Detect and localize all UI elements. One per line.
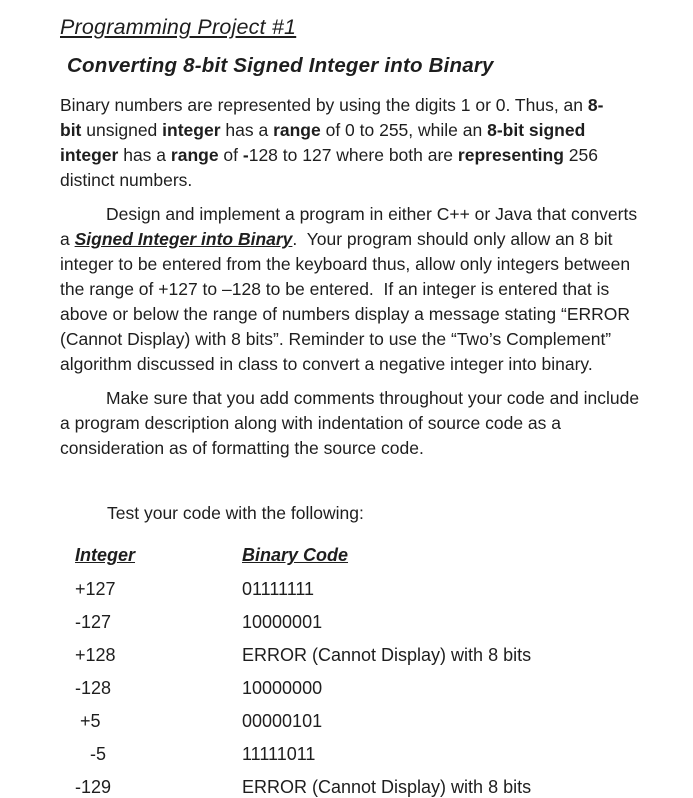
table-row — [75, 710, 665, 732]
paragraph-instructions — [60, 202, 665, 377]
text-run: Design and implement a program in either C++ or Java that converts — [106, 204, 638, 224]
text-run: - — [242, 145, 249, 165]
text-run: the range of +127 to –128 to be entered. If an integer is entered that is — [60, 279, 610, 299]
paragraph-formatting — [60, 386, 665, 461]
integer-cell: +128 — [75, 645, 116, 665]
binary-cell: 01111111 — [242, 579, 315, 599]
table-row — [75, 644, 665, 666]
table-row — [75, 776, 665, 798]
text-run: 8- — [587, 95, 604, 115]
table-header-row — [75, 544, 665, 566]
text-run: Make sure that you add comments throughout your code and include — [106, 388, 640, 408]
text-run: integer — [60, 145, 119, 165]
text-run: representing — [457, 145, 564, 165]
integer-cell: +127 — [75, 579, 116, 599]
text-run: Binary numbers are represented by using the digits 1 or 0. Thus, an — [60, 95, 588, 115]
integer-cell: +5 — [75, 711, 101, 731]
text-run: algorithm discussed in class to convert a negative integer into binary. — [60, 354, 593, 374]
text-run: (Cannot Display) with 8 bits”. Reminder to use the “Two’s Complement” — [60, 329, 612, 349]
text-run: bit — [60, 120, 82, 140]
text-run: 8-bit signed — [487, 120, 586, 140]
page-subtitle: Converting 8-bit Signed Integer into Binary — [67, 54, 494, 77]
text-run: of — [218, 145, 243, 165]
text-run: distinct numbers. — [60, 170, 193, 190]
test-table — [75, 544, 665, 798]
text-run: 128 to 127 where both are — [248, 145, 458, 165]
page-title: Programming Project #1 — [60, 15, 297, 39]
column-header-binary: Binary Code — [242, 545, 349, 565]
text-run: integer to be entered from the keyboard thus, allow only integers between — [60, 254, 631, 274]
text-run: a — [60, 229, 75, 249]
integer-cell: -5 — [75, 744, 107, 764]
text-run: has a — [118, 145, 171, 165]
test-lead: Test your code with the following: — [107, 503, 364, 523]
table-row — [75, 578, 665, 600]
binary-cell: 11111011 — [242, 744, 316, 764]
table-row — [75, 743, 665, 765]
binary-cell: 10000001 — [242, 612, 323, 632]
integer-cell: -129 — [75, 777, 112, 797]
text-run: of 0 to 255, while an — [320, 120, 488, 140]
text-run: . Your program should only allow an 8 bit — [292, 229, 613, 249]
table-row — [75, 611, 665, 633]
table-row — [75, 677, 665, 699]
integer-cell: -128 — [75, 678, 112, 698]
paragraph-intro — [60, 93, 665, 193]
text-run: above or below the range of numbers display a message stating “ERROR — [60, 304, 631, 324]
text-run: consideration as of formatting the source code. — [60, 438, 424, 458]
text-run: has a — [220, 120, 274, 140]
text-run: a program description along with indentation of source code as a — [60, 413, 561, 433]
binary-cell: 00000101 — [242, 711, 323, 731]
binary-cell: ERROR (Cannot Display) with 8 bits — [242, 645, 532, 665]
binary-cell: ERROR (Cannot Display) with 8 bits — [242, 777, 532, 797]
text-run: range — [273, 120, 321, 140]
text-run: Signed Integer into Binary — [74, 229, 293, 249]
binary-cell: 10000000 — [242, 678, 323, 698]
text-run: range — [170, 145, 219, 165]
column-header-integer: Integer — [75, 545, 136, 565]
text-run: unsigned — [81, 120, 163, 140]
integer-cell: -127 — [75, 612, 112, 632]
text-run: integer — [162, 120, 221, 140]
text-run: 256 — [563, 145, 598, 165]
